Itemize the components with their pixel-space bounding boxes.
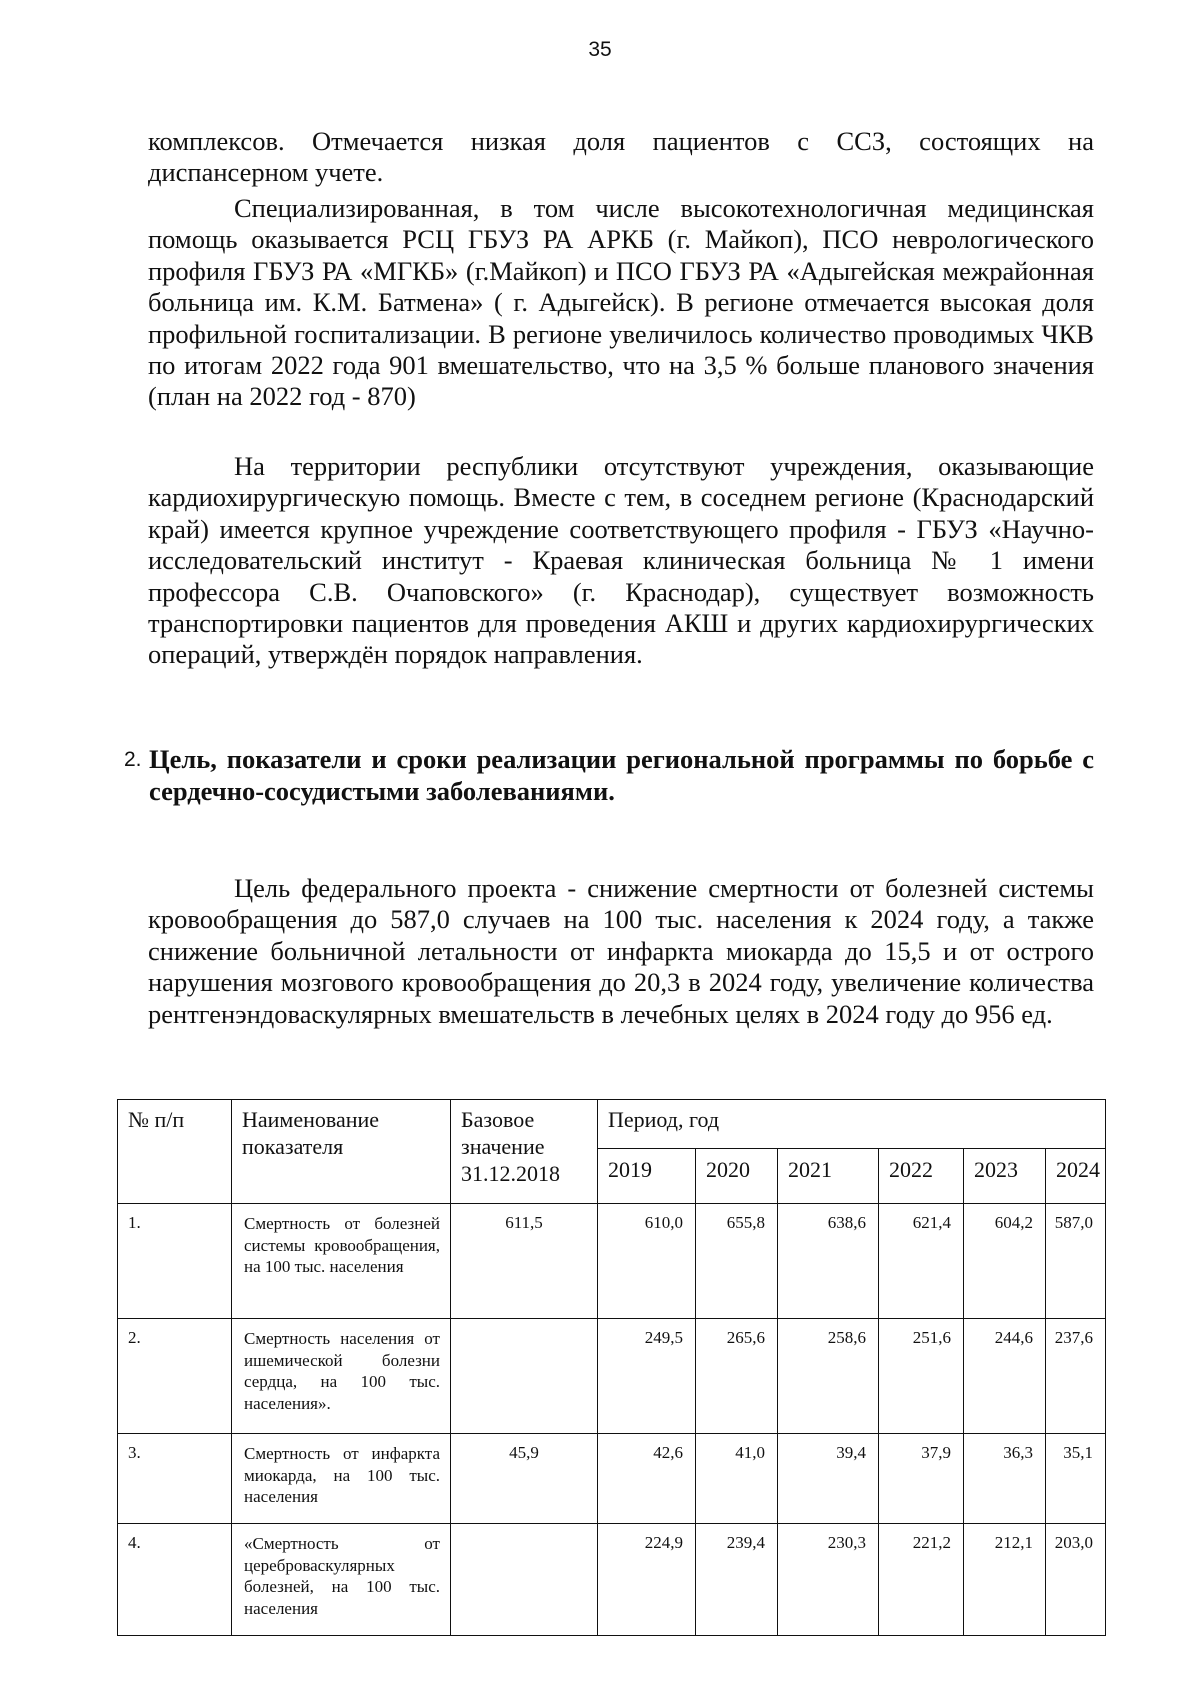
header-year: 2019	[598, 1149, 696, 1204]
header-year: 2021	[778, 1149, 879, 1204]
year-value: 265,6	[696, 1319, 778, 1434]
year-value: 36,3	[964, 1434, 1046, 1524]
base-value	[451, 1524, 598, 1636]
year-value: 610,0	[598, 1204, 696, 1319]
paragraph-2-text: Специализированная, в том числе высокотехнологичная медицинская помощь оказывается РСЦ ГБУЗ РА АРКБ (г. Майкоп), ПСО неврологического профиля ГБУЗ РА «МГКБ» (г.Майкоп) и ПСО ГБУЗ РА «Адыгейская межрайонная больница им. К.М. Батмена» ( г. Адыгейск). В регионе отмечается высокая доля профильной госпитализации. В регионе увеличилось количество проводимых ЧКВ по итогам 2022 года 901 вмешательство, что на 3,5 % больше планового значения (план на 2022 год - 870)	[148, 193, 1094, 412]
section-number: 2.	[124, 748, 142, 771]
year-value: 39,4	[778, 1434, 879, 1524]
year-value: 203,0	[1046, 1524, 1106, 1636]
indicator-name: Смертность населения от ишемической болезни сердца, на 100 тыс. населения».	[232, 1319, 451, 1434]
indicator-name: «Смертность от цереброваскулярных болезней, на 100 тыс. населения	[232, 1524, 451, 1636]
paragraph-3	[148, 451, 1094, 671]
year-value: 37,9	[879, 1434, 964, 1524]
year-value: 638,6	[778, 1204, 879, 1319]
header-period: Период, год	[598, 1100, 1106, 1149]
year-value: 239,4	[696, 1524, 778, 1636]
year-value: 237,6	[1046, 1319, 1106, 1434]
year-value: 604,2	[964, 1204, 1046, 1319]
base-value: 45,9	[451, 1434, 598, 1524]
year-value: 221,2	[879, 1524, 964, 1636]
indicator-name: Смертность от болезней системы кровообращения, на 100 тыс. населения	[232, 1204, 451, 1319]
year-value: 224,9	[598, 1524, 696, 1636]
year-value: 587,0	[1046, 1204, 1106, 1319]
page-number: 35	[588, 38, 612, 61]
paragraph-1-text: комплексов. Отмечается низкая доля пациентов с ССЗ, состоящих на диспансерном учете.	[148, 126, 1094, 188]
paragraph-4-text: Цель федерального проекта - снижение смертности от болезней системы кровообращения до 587,0 случаев на 100 тыс. населения к 2024 году, а также снижение больничной летальности от инфаркта миокарда до 15,5 и от острого нарушения мозгового кровообращения до 20,3 в 2024 году, увеличение количества рентгенэндоваскулярных вмешательств в лечебных целях в 2024 году до 956 ед.	[148, 873, 1094, 1029]
row-number: 2.	[118, 1319, 232, 1434]
year-value: 42,6	[598, 1434, 696, 1524]
year-value: 212,1	[964, 1524, 1046, 1636]
paragraph-4	[148, 873, 1094, 1030]
year-value: 35,1	[1046, 1434, 1106, 1524]
header-year: 2020	[696, 1149, 778, 1204]
header-year: 2024	[1046, 1149, 1106, 1204]
table-row	[118, 1319, 1106, 1434]
indicators-table	[117, 1099, 1106, 1636]
year-value: 251,6	[879, 1319, 964, 1434]
paragraph-2	[148, 193, 1094, 413]
year-value: 621,4	[879, 1204, 964, 1319]
section-heading	[124, 743, 1094, 807]
year-value: 249,5	[598, 1319, 696, 1434]
header-year: 2023	[964, 1149, 1046, 1204]
year-value: 244,6	[964, 1319, 1046, 1434]
header-name: Наименование показателя	[232, 1100, 451, 1204]
paragraph-3-text: На территории республики отсутствуют учреждения, оказывающие кардиохирургическую помощь. Вместе с тем, в соседнем регионе (Краснодарский край) имеется крупное учреждение соответствующего профиля - ГБУЗ «Научно-исследовательский институт - Краевая клиническая больница № 1 имени профессора С.В. Очаповского» (г. Краснодар), существует возможность транспортировки пациентов для проведения АКШ и других кардиохирургических операций, утверждён порядок направления.	[148, 451, 1094, 670]
base-value: 611,5	[451, 1204, 598, 1319]
year-value: 41,0	[696, 1434, 778, 1524]
row-number: 3.	[118, 1434, 232, 1524]
year-value: 258,6	[778, 1319, 879, 1434]
base-value	[451, 1319, 598, 1434]
indicator-name: Смертность от инфаркта миокарда, на 100 тыс. населения	[232, 1434, 451, 1524]
year-value: 655,8	[696, 1204, 778, 1319]
row-number: 4.	[118, 1524, 232, 1636]
header-num: № п/п	[118, 1100, 232, 1204]
header-base: Базовое значение 31.12.2018	[451, 1100, 598, 1204]
section-title: Цель, показатели и сроки реализации региональной программы по борьбе с сердечно-сосудистыми заболеваниями.	[149, 744, 1094, 806]
row-number: 1.	[118, 1204, 232, 1319]
table-row	[118, 1524, 1106, 1636]
table-header-row	[118, 1100, 1106, 1149]
year-value: 230,3	[778, 1524, 879, 1636]
table-row	[118, 1434, 1106, 1524]
paragraph-1	[148, 126, 1094, 189]
table-row	[118, 1204, 1106, 1319]
header-year: 2022	[879, 1149, 964, 1204]
